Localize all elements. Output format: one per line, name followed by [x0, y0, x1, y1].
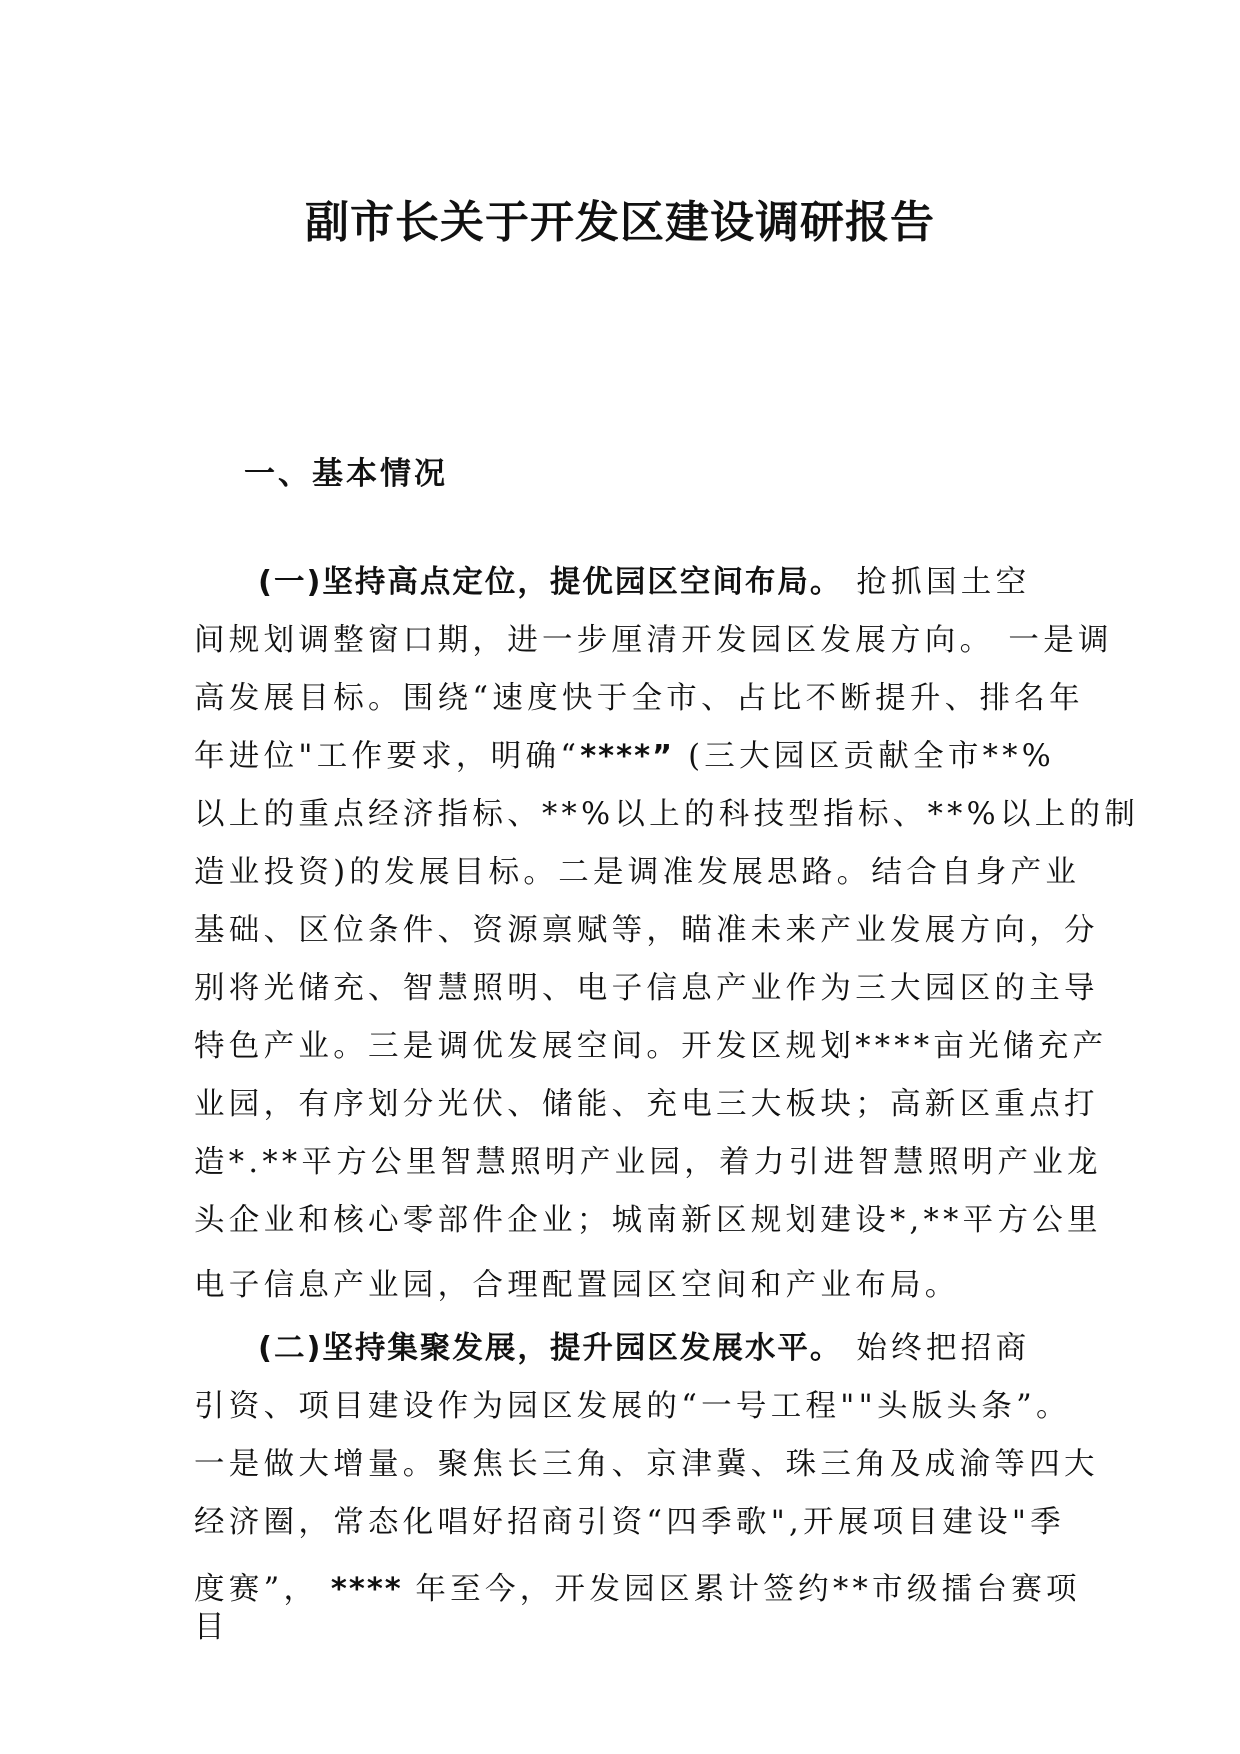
paragraph-line	[194, 855, 1081, 891]
paragraph-line	[194, 1572, 1081, 1608]
line-text: 年至今，开发园区累计签约**市级擂台赛项	[415, 1572, 1081, 1607]
paragraph-line	[258, 1331, 1054, 1367]
line-text: 造业投资)的发展目标。二是调准发展思路。结合自身产业	[194, 855, 1081, 890]
paragraph-line	[194, 1203, 1102, 1239]
line-text: 抢抓国土空	[842, 565, 1031, 600]
line-text: 电子信息产业园，合理配置园区空间和产业布局。	[194, 1268, 960, 1303]
line-text: 基础、区位条件、资源禀赋等，瞄准未来产业发展方向，分	[194, 913, 1099, 948]
paragraph-line	[194, 1505, 1065, 1541]
paragraph-line	[194, 623, 1113, 659]
line-text: 间规划调整窗口期，进一步厘清开发园区发展方向。 一是调	[194, 623, 1113, 658]
paragraph-line	[194, 971, 1099, 1007]
line-text: 始终把招商	[842, 1331, 1031, 1366]
paragraph-line	[194, 1087, 1099, 1123]
document-title: 副市长关于开发区建设调研报告	[305, 197, 935, 248]
line-text: 头企业和核心零部件企业；城南新区规划建设*,**平方公里	[194, 1203, 1102, 1238]
paragraph-line	[194, 1389, 1071, 1425]
section-heading: 一、基本情况	[244, 456, 448, 492]
paragraph-line	[194, 1610, 1054, 1646]
line-text: 经济圈，常态化唱好招商引资“四季歌",开展项目建设"季	[194, 1505, 1065, 1540]
line-text: 业园，有序划分光伏、储能、充电三大板块；高新区重点打	[194, 1087, 1099, 1122]
paragraph-line	[194, 1447, 1099, 1483]
line-text: 高发展目标。围绕“速度快于全市、占比不断提升、排名年	[194, 681, 1084, 716]
paragraph-line	[194, 1029, 1108, 1065]
subheading: (二)坚持集聚发展，提升园区发展水平。	[258, 1331, 843, 1366]
line-text: 度赛”，	[194, 1572, 319, 1607]
line-text: 一是做大增量。聚焦长三角、京津冀、珠三角及成渝等四大	[194, 1447, 1099, 1482]
paragraph-line	[194, 1145, 1102, 1181]
paragraph-line	[258, 565, 1054, 601]
paragraph-line	[194, 681, 1084, 717]
line-text: 特色产业。三是调优发展空间。开发区规划****亩光储充产	[194, 1029, 1108, 1064]
line-text: 引资、项目建设作为园区发展的“一号工程""头版头条”。	[194, 1389, 1071, 1424]
line-text: (三大园区贡献全市**%	[674, 739, 1056, 774]
line-text: 以上的重点经济指标、**%以上的科技型指标、**%以上的制	[194, 797, 1140, 832]
paragraph-line	[194, 739, 1054, 775]
paragraph-line	[194, 913, 1099, 949]
bold-text: ****”	[580, 739, 675, 774]
subheading: (一)坚持高点定位，提优园区空间布局。	[258, 565, 843, 600]
paragraph-line	[194, 797, 1140, 833]
bold-text: ****	[318, 1572, 416, 1607]
line-text: 别将光储充、智慧照明、电子信息产业作为三大园区的主导	[194, 971, 1099, 1006]
line-text: 年进位"工作要求，明确“	[194, 739, 581, 774]
line-text: 造*.**平方公里智慧照明产业园，着力引进智慧照明产业龙	[194, 1145, 1102, 1180]
paragraph-line	[194, 1268, 1054, 1304]
line-text: 目	[194, 1610, 229, 1645]
